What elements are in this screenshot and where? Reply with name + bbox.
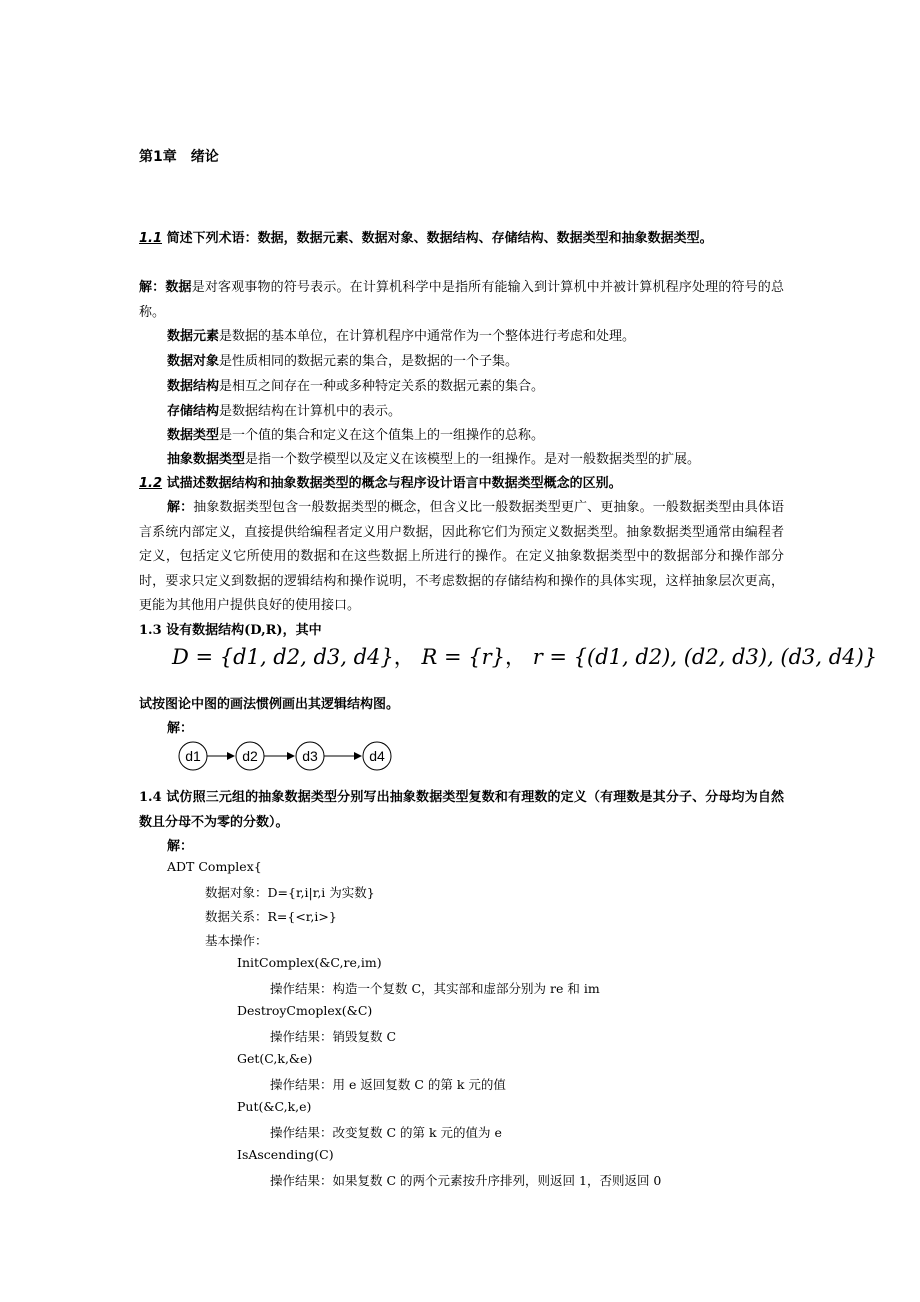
node-label: d4 [369, 748, 385, 764]
question-1-1 [139, 227, 713, 246]
logical-structure-diagram [170, 736, 410, 778]
question-1-3-part2: 试按图论中图的画法惯例画出其逻辑结构图。 [139, 697, 400, 712]
term-name: 数据 [165, 280, 192, 295]
code-op-result: 操作结果：构造一个复数 C，其实部和虚部分别为 re 和 im [270, 981, 600, 996]
question-number: 1.1 [139, 231, 163, 246]
code-op-signature: Get(C,k,&e) [237, 1051, 313, 1066]
formula-separator: ， [505, 645, 526, 669]
code-data-object: 数据对象：D={r,i|r,i 为实数} [205, 885, 375, 900]
code-op-signature: IsAscending(C) [237, 1147, 334, 1162]
term-definition: 是数据结构在计算机中的表示。 [219, 404, 402, 419]
formula-set-r: R = {r} [421, 645, 505, 669]
chapter-title: 第1章 绪论 [139, 149, 219, 165]
code-op-signature: InitComplex(&C,re,im) [237, 955, 382, 970]
term-line [167, 350, 518, 369]
question-text: 简述下列术语：数据，数据元素、数据对象、数据结构、存储结构、数据类型和抽象数据类型。 [166, 231, 713, 246]
node-d3 [296, 742, 324, 770]
formula-relation: r = {(d1, d2), (d2, d3), (d3, d4)} [532, 645, 878, 669]
term-definition: 是相互之间存在一种或多种特定关系的数据元素的集合。 [219, 379, 545, 394]
term-definition: 是对客观事物的符号表示。在计算机科学中是指所有能输入到计算机中并被计算机程序处理的符号的总称。 [139, 280, 784, 320]
answer-label: 解： [139, 280, 166, 295]
node-d1 [179, 742, 207, 770]
code-op-result: 操作结果：改变复数 C 的第 k 元的值为 e [270, 1125, 502, 1140]
question-1-3: 1.3 设有数据结构(D,R)，其中 [139, 623, 322, 638]
term-name: 存储结构 [167, 404, 220, 419]
formula-set-d: D = {d1, d2, d3, d4} [172, 645, 394, 669]
term-line [167, 325, 635, 344]
term-name: 数据结构 [167, 379, 220, 394]
node-d2 [236, 742, 264, 770]
code-op-result: 操作结果：用 e 返回复数 C 的第 k 元的值 [270, 1077, 506, 1092]
code-op-result: 操作结果：如果复数 C 的两个元素按升序排列，则返回 1，否则返回 0 [270, 1173, 662, 1188]
question-1-4: 1.4 试仿照三元组的抽象数据类型分别写出抽象数据类型复数和有理数的定义（有理数是其分子、分母均为自然数且分母不为零的分数）。 [139, 790, 784, 830]
node-label: d3 [302, 748, 318, 764]
term-name: 数据元素 [167, 329, 220, 344]
term-definition: 是数据的基本单位，在计算机程序中通常作为一个整体进行考虑和处理。 [219, 329, 636, 344]
formula-separator: ， [393, 645, 415, 669]
term-name: 数据对象 [167, 354, 220, 369]
node-d4 [363, 742, 391, 770]
term-line [167, 400, 401, 419]
answer-paragraph [139, 496, 784, 619]
formula [172, 641, 877, 671]
answer-label: 解： [167, 500, 194, 515]
term-definition: 是指一个数学模型以及定义在该模型上的一组操作。是对一般数据类型的扩展。 [245, 452, 701, 467]
question-text: 试描述数据结构和抽象数据类型的概念与程序设计语言中数据类型概念的区别。 [166, 476, 622, 491]
code-data-relation: 数据关系：R={<r,i>} [205, 909, 337, 924]
answer-label: 解： [167, 721, 194, 736]
node-label: d2 [242, 748, 258, 764]
code-op-signature: Put(&C,k,e) [237, 1099, 312, 1114]
code-basic-ops: 基本操作： [205, 933, 268, 948]
code-adt-header: ADT Complex{ [167, 859, 262, 874]
code-op-result: 操作结果：销毁复数 C [270, 1029, 397, 1044]
term-line [167, 375, 544, 394]
term-line [167, 448, 700, 467]
term-name: 数据类型 [167, 428, 220, 443]
term-line [167, 424, 544, 443]
term-definition: 是一个值的集合和定义在这个值集上的一组操作的总称。 [219, 428, 545, 443]
answer-label: 解： [167, 839, 194, 854]
node-label: d1 [185, 748, 201, 764]
answer-text: 抽象数据类型包含一般数据类型的概念，但含义比一般数据类型更广、更抽象。一般数据类型由具体语言系统内部定义，直接提供给编程者定义用户数据，因此称它们为预定义数据类型。抽象数据类型通常由编程者定义，包括定义它所使用的数据和在这些数据上所进行的操作。在定义抽象数据类型中的数据部分和操作部分时，要求只定义到数据的逻辑结构和操作说明，不考虑数据的存储结构和操作的具体实现，这样抽象层次更高，更能为其他用户提供良好的使用接口。 [139, 500, 784, 613]
term-paragraph-data [139, 276, 784, 325]
question-number: 1.2 [139, 476, 163, 491]
question-1-2 [139, 472, 622, 491]
code-op-signature: DestroyCmoplex(&C) [237, 1003, 373, 1018]
term-definition: 是性质相同的数据元素的集合，是数据的一个子集。 [219, 354, 519, 369]
term-name: 抽象数据类型 [167, 452, 246, 467]
